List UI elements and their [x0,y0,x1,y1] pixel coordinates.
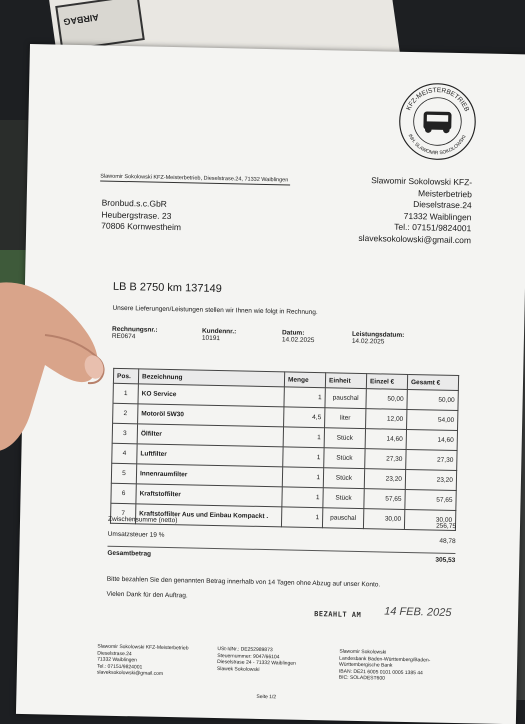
recipient-address [101,198,182,234]
table-row: 7 Kraftstoffilter Aus und Einbau Kompackt . 1 pauschal 30,00 30,00 [110,503,455,530]
meta-customer-number: Kundennr.: 10191 [201,327,237,343]
meta-date: Datum: 14.02.2025 [281,329,315,345]
company-email: slaveksokolowski@gmail.com [358,232,472,245]
invoice-intro: Unsere Lieferungen/Leistungen stellen wir Ihnen wie folgt in Rechnung. [112,304,318,317]
paid-stamp: BEZAHLT AM [314,610,362,620]
company-name: Slawomir Sokolowski KFZ-Meisterbetrieb [371,175,473,199]
header-pos: Pos. [113,368,138,384]
svg-text:KFZ-MEISTERBETRIEB [405,86,470,113]
header-total: Gesamt € [407,374,458,390]
footer-bank: Slawomir Sokolowski Landesbank Baden-Württemberg/Baden- Württembergische Bank IBAN: DE21 6005 0101 0005 1385 44 BIC: SOLADEST600 [338,648,431,682]
recipient-city: 70806 Kornwestheim [101,220,182,233]
header-unit-price: Einzel € [366,374,407,390]
company-street: Dieselstrase.24 [413,199,472,211]
header-quantity: Menge [284,372,325,388]
grand-total-row: Gesamtbetrag 305,53 [107,549,456,565]
thanks-note: Vielen Dank für den Auftrag. [106,590,188,600]
invoice-meta [111,325,462,346]
airbag-label: AIRBAG [55,0,145,52]
payment-note: Bitte bezahlen Sie den genannten Betrag innerhalb von 14 Tagen ohne Abzug auf unser Konto. [106,575,381,589]
invoice-items-table [110,368,459,531]
table-row: 2 Motoröl 5W30 4,5 liter 12,00 54,00 [113,403,458,430]
page-number: Seite 1/2 [256,693,277,701]
header-unit: Einheit [325,373,366,389]
invoice-totals [107,516,456,572]
vat-row: Umsatzsteuer 19 % 48,78 [107,530,456,546]
recipient-name: Bronbud.s.c.GbR [101,197,167,209]
company-logo [396,80,480,164]
table-row: 3 Ölfilter 1 Stück 14,60 14,60 [112,423,457,450]
sender-return-address: Slawomir Sokolowski KFZ-Meisterbetrieb, Dieselstrase.24, 71332 Waiblingen [100,174,290,186]
table-row: 5 Innenraumfilter 1 Stück 23,20 23,20 [111,463,456,490]
hand [0,275,110,455]
company-address [326,174,472,246]
footer-tax: USt-IdNr.: DE252989873 Steuernummer: 9047/66104 Dieselstrase 24 - 71332 Waiblingen Slawek Sokolowski [216,646,296,673]
meta-invoice-number: Rechnungsnr.: RE0674 [111,325,158,341]
invoice-subject: LB B 2750 km 137149 [112,280,222,296]
table-row: 4 Luftfilter 1 Stück 27,30 27,30 [112,443,457,470]
subtotal-row: Zwischensumme (netto) 256,75 [107,515,457,531]
company-phone: Tel.: 07151/9824001 [394,221,472,234]
logo-ring-bottom: INH. SLAWOMIR SOKOLOWSKI [406,133,468,157]
table-row: 6 Kraftstoffilter 1 Stück 57,65 57,65 [111,483,456,510]
header-description: Bezeichnung [138,369,284,387]
company-city: 71332 Waiblingen [403,210,472,222]
meta-service-date: Leistungsdatum: 14.02.2025 [351,330,405,346]
table-row: 1 KO Service 1 pauschal 50,00 50,00 [113,383,458,410]
logo-ring-top: KFZ-MEISTERBETRIEB [405,86,471,113]
recipient-street: Heubergstrase. 23 [101,209,172,221]
footer-company: Slawomir Sokolowski KFZ-Meisterbetrieb Dieselstrase.24 71332 Waiblingen Tel.: 07151/9824001 slaveksokolowski@gmail.com [96,643,189,677]
paid-stamp-date: 14 FEB. 2025 [384,605,452,619]
